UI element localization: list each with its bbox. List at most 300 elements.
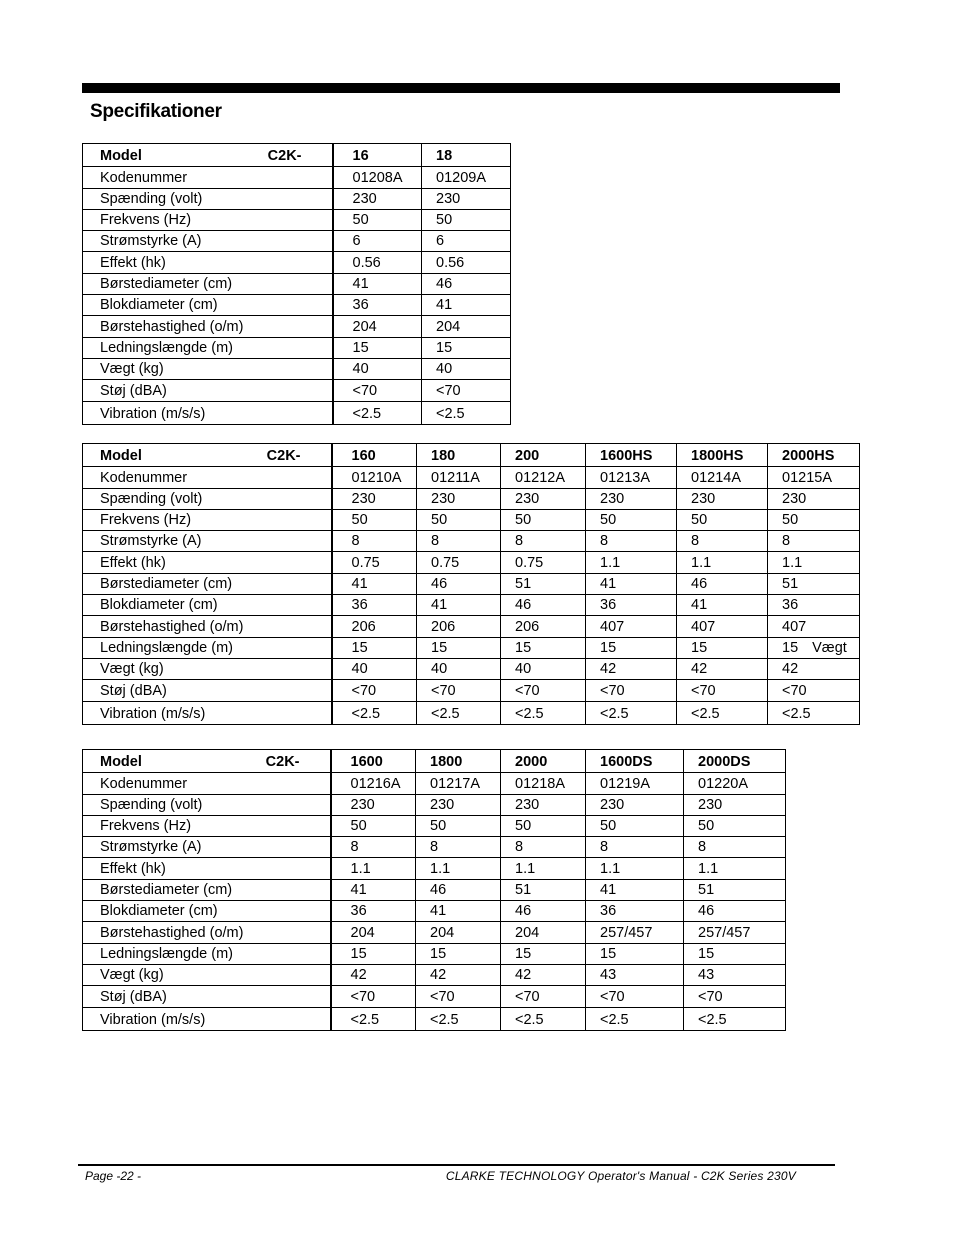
model-number [332, 444, 417, 467]
spec-value [331, 815, 416, 836]
row-label-text: Spænding (volt) [100, 796, 203, 813]
cell-text: <70 [691, 682, 716, 699]
row-label [83, 509, 332, 530]
row-label-text: Ledningslængde (m) [100, 945, 233, 962]
cell-text: 8 [600, 533, 609, 550]
cell-text: 1.1 [691, 554, 712, 571]
spec-value [677, 531, 768, 552]
spec-value [501, 488, 586, 509]
cell-text: <2.5 [600, 1011, 629, 1028]
cell-text: 8 [515, 839, 524, 856]
row-label-text: Effekt (hk) [100, 860, 166, 877]
table-row [83, 637, 860, 658]
spec-value [333, 252, 422, 273]
cell-text: <70 [600, 988, 625, 1005]
spec-value [416, 964, 501, 985]
row-label-text: Kodenummer [100, 775, 188, 792]
cell-text: 40 [515, 661, 532, 678]
row-label-text: Frekvens (Hz) [100, 818, 192, 835]
cell-text: 1800 [430, 754, 463, 771]
cell-text: 8 [782, 533, 791, 550]
cell-text: 1.1 [698, 860, 719, 877]
spec-value [501, 943, 586, 964]
spec-value [416, 794, 501, 815]
cell-text: 15 [431, 639, 448, 656]
spec-value [501, 658, 586, 679]
cell-text: 407 [600, 618, 625, 635]
spec-value [501, 637, 586, 658]
spec-value [586, 573, 677, 594]
cell-text: 230 [352, 190, 377, 207]
spec-value [768, 680, 860, 701]
cell-text: 51 [515, 882, 532, 899]
spec-value [422, 316, 511, 337]
spec-value [333, 209, 422, 230]
row-label-text: Effekt (hk) [100, 254, 166, 271]
table-row [83, 209, 511, 230]
spec-value [417, 531, 501, 552]
spec-value [422, 358, 511, 379]
cell-text: 41 [430, 903, 447, 920]
spec-value [333, 167, 422, 188]
spec-value [501, 509, 586, 530]
table-row [83, 509, 860, 530]
spec-value [501, 964, 586, 985]
spec-value [768, 467, 860, 488]
row-label-text: Vibration (m/s/s) [100, 705, 206, 722]
cell-text: <2.5 [352, 405, 382, 422]
cell-text: 51 [515, 576, 532, 593]
cell-text: 41 [350, 882, 367, 899]
table-row [83, 231, 511, 252]
row-label [83, 380, 333, 401]
spec-value [422, 167, 511, 188]
row-label [83, 144, 333, 167]
spec-value [422, 188, 511, 209]
cell-text: <2.5 [698, 1011, 727, 1028]
spec-value [501, 531, 586, 552]
model-number [586, 750, 684, 773]
spec-value [333, 316, 422, 337]
cell-text: 204 [436, 318, 461, 335]
spec-value [333, 188, 422, 209]
cell-text: 407 [691, 618, 716, 635]
row-label [83, 637, 332, 658]
spec-value [501, 922, 586, 943]
cell-text: 160 [351, 448, 376, 465]
spec-value [332, 637, 417, 658]
cell-text: <70 [698, 988, 723, 1005]
spec-value [768, 573, 860, 594]
cell-text: 206 [351, 618, 376, 635]
cell-text: 230 [782, 490, 807, 507]
cell-text: <2.5 [691, 705, 720, 722]
cell-text: 42 [430, 967, 447, 984]
cell-text: <70 [431, 682, 456, 699]
cell-text: 18 [436, 148, 453, 165]
cell-text: 15 [782, 639, 799, 656]
cell-text: 0.56 [436, 254, 465, 271]
spec-value [501, 901, 586, 922]
spec-value [586, 794, 684, 815]
cell-text: 41 [436, 297, 453, 314]
spec-value [417, 658, 501, 679]
spec-value [586, 531, 677, 552]
table-header-row [83, 750, 786, 773]
manual-title: CLARKE TECHNOLOGY Operator's Manual - C2K Series 230V [445, 1169, 796, 1183]
cell-text: 230 [600, 796, 625, 813]
cell-text: <2.5 [351, 705, 381, 722]
table-row [83, 680, 860, 701]
model-number [417, 444, 501, 467]
spec-value [586, 986, 684, 1007]
spec-value [416, 858, 501, 879]
cell-text: 50 [600, 818, 617, 835]
spec-value [417, 488, 501, 509]
row-label [83, 773, 331, 794]
spec-value [586, 658, 677, 679]
spec-value [332, 573, 417, 594]
cell-text: 01214A [691, 469, 741, 486]
cell-text: 2000 [515, 754, 548, 771]
table-row [83, 273, 511, 294]
cell-text: 206 [431, 618, 456, 635]
row-label [83, 252, 333, 273]
spec-value [684, 879, 786, 900]
cell-text: <70 [782, 682, 807, 699]
spec-value [768, 552, 860, 573]
cell-text: 15 [600, 945, 617, 962]
cell-text: 51 [698, 882, 715, 899]
cell-text: 01217A [430, 775, 480, 792]
row-label [83, 337, 333, 358]
row-label [83, 616, 332, 637]
spec-value [332, 658, 417, 679]
cell-text: 8 [430, 839, 439, 856]
row-label-text: Vægt (kg) [100, 361, 164, 378]
cell-text: 46 [698, 903, 715, 920]
table-row [83, 879, 786, 900]
model-number [684, 750, 786, 773]
spec-value [677, 701, 768, 724]
row-label-text: Model [100, 754, 142, 771]
spec-value [677, 552, 768, 573]
table-row [83, 573, 860, 594]
row-label [83, 815, 331, 836]
cell-text: 41 [351, 576, 368, 593]
cell-text: <2.5 [600, 705, 629, 722]
spec-value [586, 637, 677, 658]
cell-text: 15 [351, 639, 368, 656]
cell-text: 50 [352, 212, 369, 229]
spec-value [331, 879, 416, 900]
page-title: Specifikationer [90, 101, 222, 122]
row-label-text: Ledningslængde (m) [100, 639, 233, 656]
cell-text: 41 [600, 882, 617, 899]
cell-text: 1800HS [691, 448, 744, 465]
cell-text: 46 [691, 576, 708, 593]
spec-value [417, 467, 501, 488]
row-label-text: Strømstyrke (A) [100, 233, 202, 250]
spec-value [768, 658, 860, 679]
spec-value [331, 964, 416, 985]
cell-text: 230 [436, 190, 461, 207]
model-number [501, 750, 586, 773]
spec-value [416, 943, 501, 964]
table-row [83, 943, 786, 964]
spec-value [332, 552, 417, 573]
cell-text: 15 [350, 945, 367, 962]
cell-text: 40 [436, 361, 453, 378]
cell-text: 1600HS [600, 448, 653, 465]
spec-value [501, 794, 586, 815]
row-label-text: Spænding (volt) [100, 490, 203, 507]
spec-value [677, 488, 768, 509]
spec-value [422, 295, 511, 316]
spec-value [333, 273, 422, 294]
cell-text: 36 [600, 597, 617, 614]
table-row [83, 167, 511, 188]
cell-text: 0.56 [352, 254, 381, 271]
cell-text: 8 [351, 533, 360, 550]
cell-text: <2.5 [782, 705, 811, 722]
row-label [83, 167, 333, 188]
spec-value [331, 794, 416, 815]
table-row [83, 467, 860, 488]
spec-value [501, 773, 586, 794]
spec-value [768, 616, 860, 637]
cell-text: 230 [515, 796, 540, 813]
row-label [83, 595, 332, 616]
table-row [83, 986, 786, 1007]
cell-text: <2.5 [431, 705, 460, 722]
spec-value [684, 964, 786, 985]
model-number [331, 750, 416, 773]
spec-value [422, 401, 511, 424]
spec-value [331, 943, 416, 964]
row-label-text: Spænding (volt) [100, 190, 203, 207]
cell-text: 41 [600, 576, 617, 593]
cell-text: 15 [430, 945, 447, 962]
row-label-text: Effekt (hk) [100, 554, 166, 571]
cell-text: 0.75 [431, 554, 460, 571]
cell-text: 50 [782, 512, 799, 529]
header-rule [82, 83, 840, 93]
cell-text: 2000DS [698, 754, 751, 771]
cell-text: <2.5 [430, 1011, 459, 1028]
cell-text: 50 [698, 818, 715, 835]
cell-text: 01208A [352, 169, 403, 186]
cell-text: 50 [515, 818, 532, 835]
cell-text: 230 [600, 490, 625, 507]
cell-text: 50 [691, 512, 708, 529]
table-header-row [83, 144, 511, 167]
row-label-text: Børstediameter (cm) [100, 882, 233, 899]
table-row [83, 815, 786, 836]
spec-value [768, 701, 860, 724]
row-label [83, 209, 333, 230]
cell-text: 46 [515, 597, 532, 614]
spec-value [586, 837, 684, 858]
cell-text: 1.1 [350, 860, 371, 877]
spec-value [586, 901, 684, 922]
spec-value [416, 773, 501, 794]
table-row [83, 337, 511, 358]
row-label-text: Model [100, 448, 142, 465]
table-row [83, 488, 860, 509]
cell-text: 01219A [600, 775, 650, 792]
row-label [83, 901, 331, 922]
cell-text: 46 [436, 276, 453, 293]
cell-text: 46 [431, 576, 448, 593]
cell-text: 40 [351, 661, 368, 678]
spec-value [416, 1007, 501, 1030]
spec-value [417, 680, 501, 701]
cell-text: 15 [436, 339, 453, 356]
spec-value [586, 1007, 684, 1030]
cell-text: 01215A [782, 469, 832, 486]
cell-text: 50 [515, 512, 532, 529]
table-row [83, 616, 860, 637]
row-label [83, 858, 331, 879]
table-row [83, 316, 511, 337]
spec-value [333, 358, 422, 379]
spec-value [416, 837, 501, 858]
cell-text: 40 [352, 361, 369, 378]
row-label-text: Børstehastighed (o/m) [100, 318, 244, 335]
spec-value [586, 616, 677, 637]
spec-value [501, 467, 586, 488]
cell-text: 40 [431, 661, 448, 678]
table-row [83, 401, 511, 424]
model-number [422, 144, 511, 167]
cell-text: 50 [430, 818, 447, 835]
cell-text: 50 [436, 212, 453, 229]
row-label [83, 986, 331, 1007]
table-row [83, 358, 511, 379]
cell-text: 8 [350, 839, 359, 856]
row-label-text: Blokdiameter (cm) [100, 297, 218, 314]
cell-text: 8 [600, 839, 609, 856]
row-label-text: Børstehastighed (o/m) [100, 924, 244, 941]
table-row [83, 380, 511, 401]
spec-value [586, 552, 677, 573]
spec-value [768, 595, 860, 616]
spec-value [501, 701, 586, 724]
spec-value [332, 680, 417, 701]
spec-value [684, 901, 786, 922]
spec-value [586, 879, 684, 900]
spec-value [501, 858, 586, 879]
cell-text: <2.5 [515, 705, 544, 722]
table-row [83, 701, 860, 724]
spec-value [586, 509, 677, 530]
spec-value [331, 773, 416, 794]
cell-text: 43 [600, 967, 617, 984]
spec-value [422, 231, 511, 252]
row-label [83, 552, 332, 573]
cell-text: <2.5 [515, 1011, 544, 1028]
cell-text: <70 [600, 682, 625, 699]
spec-value [417, 637, 501, 658]
cell-text: 43 [698, 967, 715, 984]
spec-value [501, 879, 586, 900]
spec-value [684, 1007, 786, 1030]
cell-text: 204 [515, 924, 540, 941]
table-row [83, 531, 860, 552]
cell-text: 01210A [351, 469, 402, 486]
cell-text: 42 [600, 661, 617, 678]
cell-text: 51 [782, 576, 799, 593]
spec-value [332, 531, 417, 552]
row-label-text: Børstehastighed (o/m) [100, 618, 244, 635]
spec-value [332, 509, 417, 530]
row-label-text: Ledningslængde (m) [100, 339, 233, 356]
cell-text: 50 [350, 818, 367, 835]
cell-text: 15 [691, 639, 708, 656]
row-label [83, 273, 333, 294]
model-number [768, 444, 860, 467]
spec-value [331, 901, 416, 922]
table-row [83, 188, 511, 209]
cell-text: 257/457 [698, 924, 751, 941]
cell-text: 42 [350, 967, 367, 984]
row-label [83, 1007, 331, 1030]
spec-value [586, 773, 684, 794]
row-label [83, 358, 333, 379]
model-prefix: C2K- [266, 448, 301, 465]
cell-text: 204 [350, 924, 375, 941]
cell-text: 41 [352, 276, 369, 293]
cell-text: 01213A [600, 469, 650, 486]
cell-text: 42 [515, 967, 532, 984]
spec-value [677, 680, 768, 701]
cell-text: 200 [515, 448, 540, 465]
spec-value [501, 616, 586, 637]
spec-value [422, 273, 511, 294]
spec-value [586, 922, 684, 943]
page-number: Page -22 - [85, 1169, 142, 1183]
cell-text: 180 [431, 448, 456, 465]
spec-value [416, 986, 501, 1007]
spec-value [501, 837, 586, 858]
model-number [333, 144, 422, 167]
cell-text: 16 [352, 148, 369, 165]
spec-value [677, 509, 768, 530]
cell-text: 1.1 [600, 860, 621, 877]
cell-text: 230 [515, 490, 540, 507]
cell-text: 1.1 [515, 860, 536, 877]
spec-value [332, 595, 417, 616]
row-label [83, 295, 333, 316]
cell-text: 50 [431, 512, 448, 529]
table-row [83, 658, 860, 679]
spec-value [333, 231, 422, 252]
spec-value [684, 794, 786, 815]
spec-value [417, 573, 501, 594]
cell-text: 230 [698, 796, 723, 813]
cell-text: 8 [698, 839, 707, 856]
cell-text: 257/457 [600, 924, 653, 941]
model-number [501, 444, 586, 467]
row-label-text: Blokdiameter (cm) [100, 597, 218, 614]
cell-text: 6 [436, 233, 445, 250]
spec-value [684, 922, 786, 943]
row-label-text: Børstediameter (cm) [100, 576, 233, 593]
cell-text: 42 [782, 661, 799, 678]
spec-value [501, 573, 586, 594]
cell-text: <70 [350, 988, 376, 1005]
